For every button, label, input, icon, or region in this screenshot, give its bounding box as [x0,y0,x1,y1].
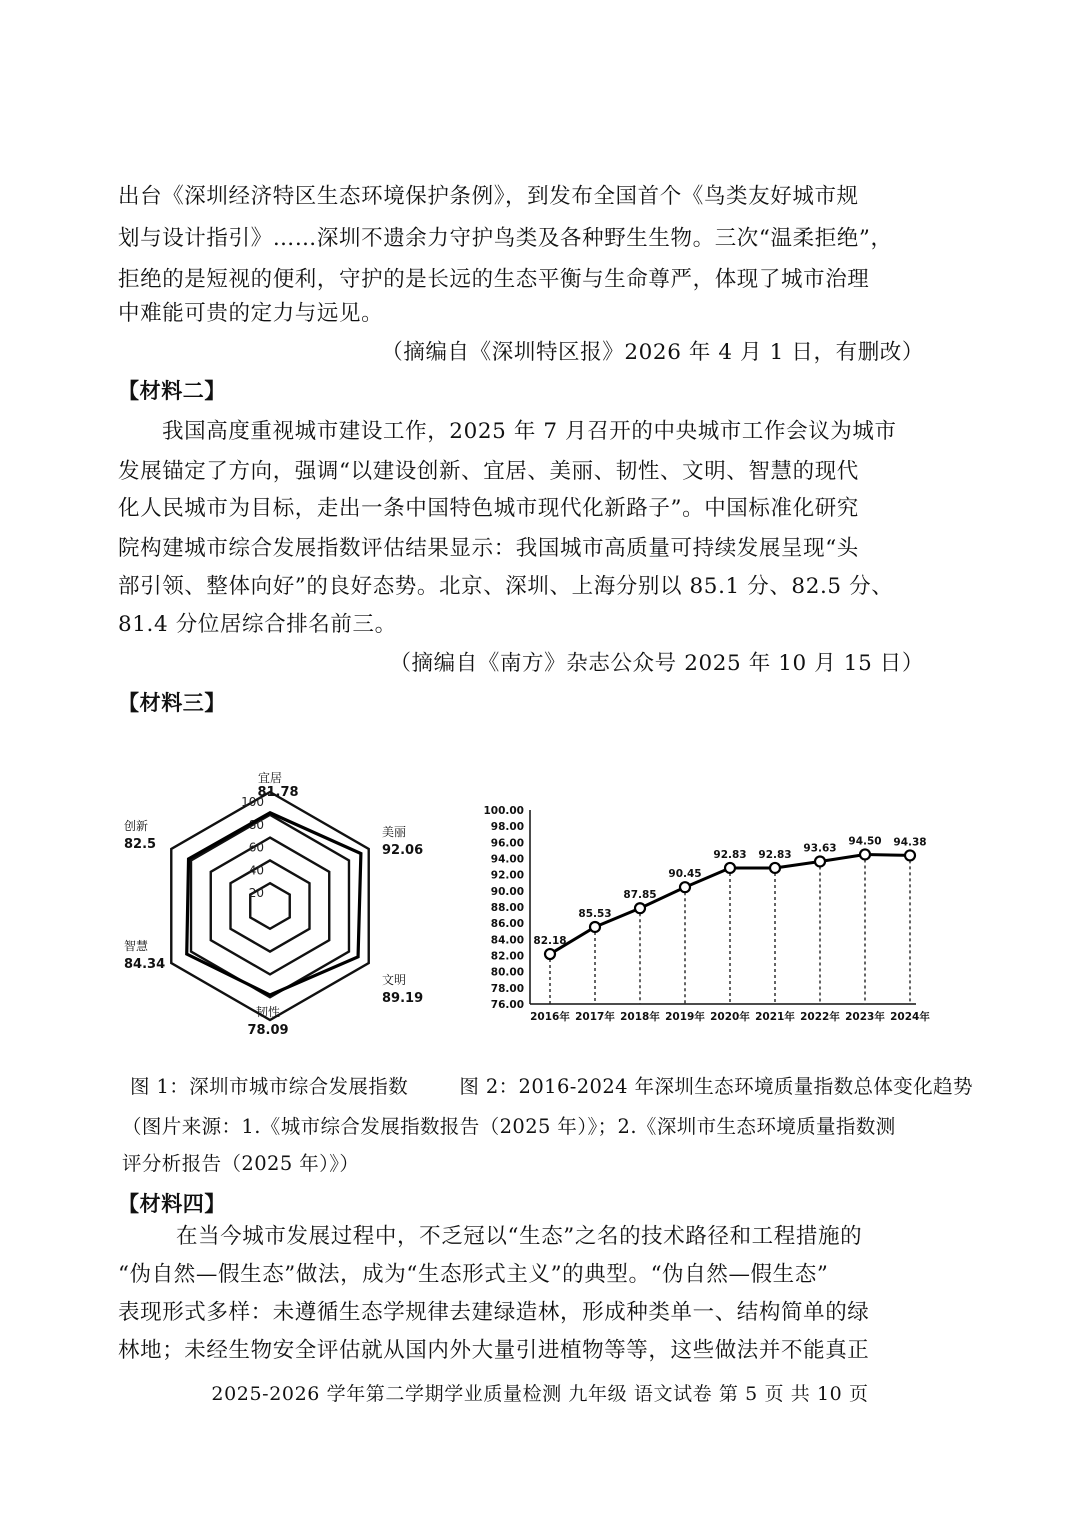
line-y-tick-label: 90.00 [490,885,524,898]
line-data-label: 94.38 [893,836,927,849]
radar-value-label: 84.34 [124,957,166,972]
line-data-label: 93.63 [803,842,837,855]
radar-category-label: 韧性 [255,1005,281,1019]
line-data-point [635,903,645,913]
line-data-point [725,863,735,873]
radar-tick-label: 60 [248,840,264,855]
line-y-tick-label: 78.00 [490,982,524,995]
line-data-label: 92.83 [758,848,792,861]
material1-line-3: 拒绝的是短视的便利，守护的是长远的生态平衡与生命尊严，体现了城市治理 [118,267,870,292]
material2-line-6: 81.4 分位居综合排名前三。 [118,612,397,637]
material2-line-5: 部引领、整体向好”的良好态势。北京、深圳、上海分别以 85.1 分、82.5 分、 [118,574,894,599]
material1-line-1: 出台《深圳经济特区生态环境保护条例》，到发布全国首个《鸟类友好城市规 [118,184,859,209]
material1-line-2: 划与设计指引》……深圳不遗余力守护鸟类及各种野生生物。三次“温柔拒绝”， [118,226,893,251]
line-x-tick-label: 2017年 [575,1011,615,1023]
material4-heading: 【材料四】 [118,1192,226,1216]
radar-value-label: 81.78 [257,785,299,800]
radar-tick-label: 80 [248,817,264,832]
radar-value-label: 89.19 [382,991,424,1006]
line-y-tick-label: 98.00 [490,821,524,834]
material2-line-1: 我国高度重视城市建设工作，2025 年 7 月召开的中央城市工作会议为城市 [162,419,897,444]
radar-category-label: 创新 [124,819,149,833]
material2-heading: 【材料二】 [118,379,226,403]
line-y-tick-label: 84.00 [490,934,524,947]
radar-value-label: 82.5 [124,837,157,852]
radar-value-label: 78.09 [247,1023,289,1038]
line-data-label: 90.45 [668,868,702,881]
line-data-label: 82.18 [533,935,567,948]
line-data-label: 92.83 [713,848,747,861]
line-x-tick-label: 2018年 [620,1011,660,1023]
line-data-point [770,863,780,873]
material4-line-1: 在当今城市发展过程中，不乏冠以“生态”之名的技术路径和工程措施的 [176,1224,863,1249]
line-data-label: 85.53 [578,907,612,920]
figure2-caption: 图 2：2016-2024 年深圳生态环境质量指数总体变化趋势 [459,1075,973,1098]
line-y-tick-label: 88.00 [490,902,524,914]
line-x-tick-label: 2019年 [665,1011,705,1023]
line-y-tick-label: 94.00 [490,853,524,866]
radar-grid-ring-60 [211,838,329,975]
line-y-tick-label: 96.00 [490,837,524,850]
line-data-point [590,922,600,932]
line-y-tick-label: 80.00 [490,966,524,979]
line-y-tick-label: 86.00 [490,918,524,931]
material2-source: （摘编自《南方》杂志公众号 2025 年 10 月 15 日） [389,651,924,676]
line-data-label: 87.85 [623,889,657,902]
line-y-tick-label: 100.00 [483,805,524,817]
line-y-tick-label: 92.00 [490,869,524,882]
line-data-point [905,850,915,860]
radar-value-label: 92.06 [382,843,424,858]
line-data-label: 94.50 [848,835,882,848]
radar-category-label: 文明 [382,973,407,987]
line-x-tick-label: 2023年 [845,1011,885,1023]
page-footer: 2025-2026 学年第二学期学业质量检测 九年级 语文试卷 第 5 页 共 10 页 [211,1383,869,1405]
radar-category-label: 美丽 [382,825,407,839]
line-x-tick-label: 2016年 [530,1011,570,1023]
line-chart [480,796,930,1032]
line-y-tick-label: 82.00 [490,950,524,963]
material4-line-4: 林地；未经生物安全评估就从国内外大量引进植物等等，这些做法并不能真正 [118,1338,870,1363]
material2-line-4: 院构建城市综合发展指数评估结果显示：我国城市高质量可持续发展呈现“头 [118,536,859,561]
radar-tick-label: 100 [241,795,264,809]
material2-line-3: 化人民城市为目标，走出一条中国特色城市现代化新路子”。中国标准化研究 [118,496,859,521]
material4-line-3: 表现形式多样：未遵循生态学规律去建绿造林，形成种类单一、结构简单的绿 [118,1300,870,1325]
line-x-tick-label: 2024年 [890,1011,930,1023]
material1-source: （摘编自《深圳特区报》2026 年 4 月 1 日，有删改） [381,340,924,365]
radar-grid-ring-40 [231,860,310,951]
line-x-tick-label: 2021年 [755,1011,795,1023]
line-y-tick-label: 76.00 [490,999,524,1011]
material4-line-2: “伪自然—假生态”做法，成为“生态形式主义”的典型。“伪自然—假生态” [118,1262,829,1287]
radar-category-label: 智慧 [124,939,149,953]
figure-caption-row [130,1071,973,1103]
line-data-point [545,949,555,959]
radar-tick-label: 40 [248,863,264,878]
line-x-tick-label: 2020年 [710,1011,750,1023]
material2-line-2: 发展锚定了方向，强调“以建设创新、宜居、美丽、韧性、文明、智慧的现代 [118,459,859,484]
material1-line-4: 中难能可贵的定力与远见。 [118,301,384,326]
radar-tick-label: 20 [248,886,264,901]
line-data-point [815,856,825,866]
figure-source-line-2: 评分析报告（2025 年）》） [122,1152,360,1175]
line-data-point [680,882,690,892]
radar-grid-ring-100 [171,792,368,1020]
figure-source-line-1: （图片来源：1.《城市综合发展指数报告（2025 年）》；2.《深圳市生态环境质量指数测 [122,1115,896,1138]
radar-category-label: 宜居 [257,771,283,785]
line-data-point [860,849,870,859]
radar-chart [110,760,450,1040]
line-x-tick-label: 2022年 [800,1011,840,1023]
material3-heading: 【材料三】 [118,691,226,715]
figure1-caption: 图 1：深圳市城市综合发展指数 [130,1075,409,1098]
